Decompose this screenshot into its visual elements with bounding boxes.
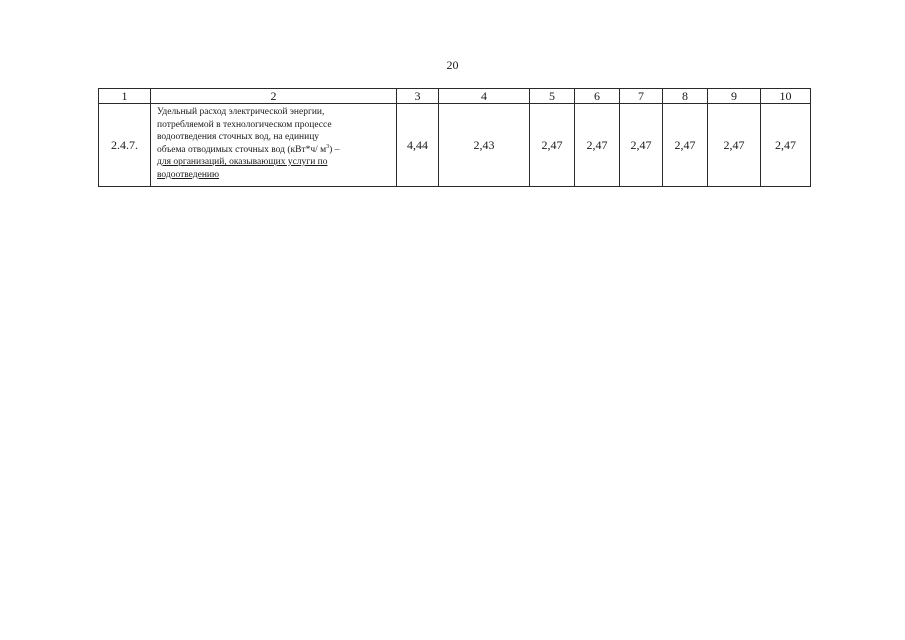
table-header-row [99, 89, 811, 104]
column-number: 5 [530, 89, 575, 104]
column-number: 7 [620, 89, 663, 104]
indicator-description [151, 104, 397, 187]
data-table [98, 88, 811, 187]
description-line-underlined: для организаций, оказывающих услуги по [157, 157, 328, 167]
value-cell: 2,47 [620, 104, 663, 187]
description-unit-text-end: ) – [329, 144, 340, 155]
description-line-underlined: водоотведению [157, 169, 220, 180]
column-number: 4 [439, 89, 530, 104]
column-number: 1 [99, 89, 151, 104]
value-cell: 2,47 [708, 104, 761, 187]
column-number: 6 [575, 89, 620, 104]
description-unit-superscript: 3 [326, 143, 330, 150]
description-line: Удельный расход электрической энергии, [157, 107, 325, 117]
value-cell: 2,47 [761, 104, 811, 187]
description-unit-line [157, 144, 392, 157]
column-number: 2 [151, 89, 397, 104]
column-number: 9 [708, 89, 761, 104]
column-number: 10 [761, 89, 811, 104]
value-cell: 2,47 [663, 104, 708, 187]
description-line: потребляемой в технологическом процессе [157, 119, 332, 130]
description-line: водоотведения сточных вод, на единицу [157, 132, 320, 142]
column-number: 8 [663, 89, 708, 104]
value-cell: 4,44 [397, 104, 439, 187]
page-number: 20 [446, 58, 459, 72]
value-cell: 2,47 [575, 104, 620, 187]
description-unit-text: объема отводимых сточных вод (кВт*ч/ м [157, 144, 327, 155]
column-number: 3 [397, 89, 439, 104]
value-cell: 2,43 [439, 104, 530, 187]
table-row [99, 104, 811, 187]
value-cell: 2,47 [530, 104, 575, 187]
indicator-code: 2.4.7. [99, 104, 151, 187]
